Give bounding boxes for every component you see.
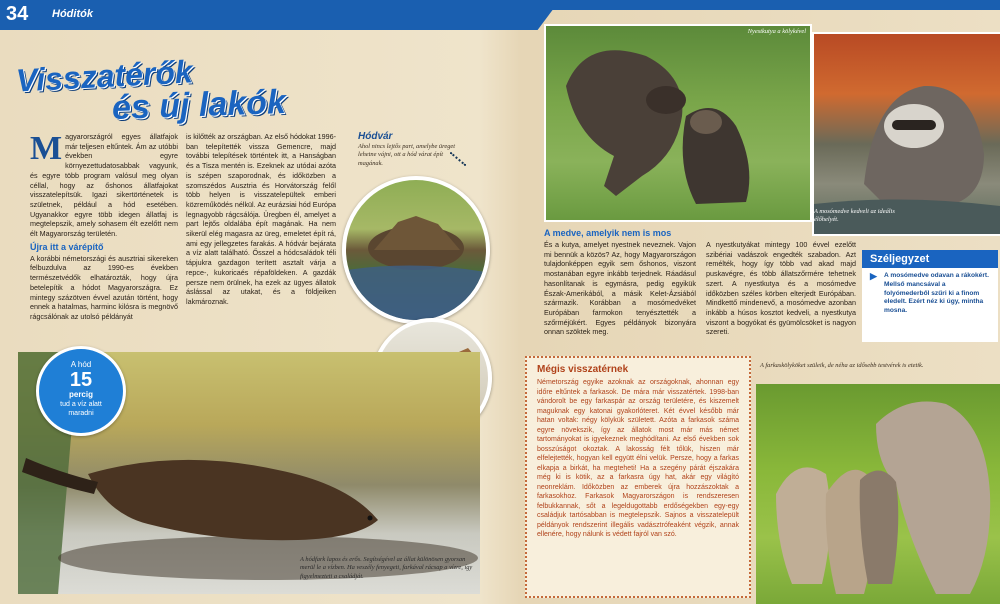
medve-text-1: És a kutya, amelyet nyestnek neveznek. Vajon mi bennük a közös? Az, hogy Magyarországon tulajdonképpen egyik sem őshonos, viszont mostanában egyre inkább terjednek. Ráadásul hasonlítanak is egymásra, pedig egyikük Észak-Amerikából, a másik Kelet-Ázsiából származik. Korábban a mosómedvéket Európában farmokon tenyésztették a szőrméjükért. Egyes példányok bizonyára onnan szöktek meg.: [544, 240, 696, 337]
medve-text-2: A nyestkutyákat mintegy 100 évvel ezelőtt szibériai vadászok engedték szabadon. Azt remélték, hogy így több vad akad majd puskavégre, és több állatszőrmére tehetnek szert. A nyestkutya és a mosómedve időközben széles körben elterjedt Európában. Mindkettő mindenevő, a mosómedve azonban inkább a húsos kosztot kedveli, a nyestkutya viszont a bogyókat és gyümölcsöket is nagyon szereti.: [706, 240, 856, 337]
wolf-family-photo: [756, 384, 1000, 604]
wolves-box: [525, 356, 751, 598]
medve-title: A medve, amelyik nem is mos: [544, 228, 672, 238]
badge-number: 15: [69, 369, 93, 391]
wolves-title: Mégis visszatérnek: [537, 364, 629, 375]
subheading-varepito: Újra itt a várépítő: [30, 241, 104, 252]
side-note-box: [862, 250, 998, 342]
hodvar-title: Hódvár: [358, 131, 393, 142]
medve-column-1: [544, 228, 696, 337]
badge-line2: tud a víz alatt maradni: [60, 401, 102, 417]
headline-line2: és új lakók: [111, 82, 287, 128]
badge-unit: percig: [68, 390, 93, 399]
beaver-caption: A hódfark lapos és erős. Segítségével az állat különösen gyorsan merül le a vízben. Ha veszély fenyegeti, farkával rácsap a vízre, így figyelmezteti a családját.: [300, 556, 473, 580]
section-label: Hóditók: [52, 8, 93, 20]
headline-line1: Visszatérők: [15, 53, 194, 99]
drop-cap: M: [30, 130, 63, 167]
intro-text-1: agyarországról egyes állatfajok már teljesen eltűntek. Ám az utóbbi években egyre környezettudatosabbak vagyunk, és egyre több program valósul meg olyan céllal, hogy az őshonos állatfajokat visszatelepítsük. Igazi sikertörténetek is születnek, például a hód esetében. Ugyanakkor egyre több idegen állatfaj is megtelepszik, amely sohasem élt ezelőtt nem élt Magyarország területén.: [30, 132, 178, 239]
raccoon-caption: A mosómedve kedveli az ideális élőhelyét.: [814, 208, 895, 224]
wolf-caption: A farkaskölyköket szüleik, de néha az idősebb testvérek is etetik.: [760, 362, 924, 369]
intro-text-1b: A korábbi németországi és ausztriai sikereken felbuzdulva az 1990-es években természetvédők elhatározták, hogy újra betelepítik a hódot Magyarországra. Ez mintegy százötven évvel azután történt, hogy ennek a hatalmas, harminc kilósra is megnövő rágcsálónak az utolsó példányát: [30, 253, 178, 321]
medve-column-2: [706, 240, 856, 337]
wolves-text: Németország egyike azoknak az országoknak, ahonnan egy időre eltűntek a farkasok. De mára már visszatértek. 1998-ban vándorolt be egy farkaspár az ország területére, és kiszemelt maguknak egy katonai gyakorlóteret. Két évvel később már hatan voltak: négy kölykük született. Azóta a farkasok száma egyre növekszik, így az állatok most már más német tartományokat is igyekeznek meghódítani. Az első években sok bosszúságot okoztak. A lakosság félt tőlük, hiszen már elfelejtették, hogyan kell együtt élni velük. Persze, hogy a farkas elkapja a birkát, ha megteheti! Ha a szegény párát éjszakára még ki is kötik, az a farkasra úgy hat, akár egy világító neonreklám. Időközben az emberek újra hozzászoktak a farkasokhoz. Farkasok Magyarországon is rendszeresen felbukkannak, sőt a legeldugottabb erdőségekben egy-egy családjuk tartósabban is megtelepszik. Sajnos a visszatelepült példányok rendszerint illegális vadásztrófeaként végzik, annak ellenére, hogy nálunk is védett fajról van szó.: [537, 379, 739, 538]
dive-time-badge: [36, 346, 126, 436]
header-band-right: [540, 0, 1000, 10]
page-number: 34: [6, 3, 29, 25]
hodvar-caption: Ahol nincs lejtős part, amelybe üreget lehetne vájni, ott a hód várat épít magának.: [358, 143, 456, 167]
side-note-text-wrap: [870, 271, 992, 316]
intro-column-1: [30, 132, 178, 322]
badge-line1: A hód: [70, 360, 92, 369]
intro-column-2: [186, 132, 336, 307]
raccoon-photo: [812, 32, 1000, 236]
intro-text-2: is kilőtték az országban. Az első hódokat 1996-ban telepítették vissza Gemencre, majd további telepítések történtek itt, a Hanságban és a Tisza mentén is. Ezeknek az utódai azóta is szépen szaporodnak, és időközben a szomszédos Ausztria és Horvátország felől több helyen is visszatelepültek emberi közreműködés nélkül. Az eurázsiai hód Európa legnagyobb rágcsálója. Üregben él, amelyet a part lejtős oldalába épít magának. Ha nem sikerül elég magasra az üreg, emeletet épít rá, ami egy jellegzetes farakás. A hódvár bejárata a víz alatt található. Ősszel a hódcsaládok téli tápjukra gazdagon terített asztalt várja a repce-, kukoricaés répaföldeken. A gazdák persze nem örülnek, ha ezek az ügyes állatok áslással az utakat, és a földjeiken lakmároznak.: [186, 132, 336, 306]
beaver-lodge-photo: [342, 176, 490, 324]
raccoon-dog-caption: Nyestkutya a kölykével: [747, 28, 806, 35]
top-bar: [0, 0, 1000, 30]
raccoon-dog-photo: [544, 24, 812, 222]
side-note-title: Széljegyzet: [862, 250, 998, 268]
side-note-text: A mosómedve odavan a rákokért. Mellső mancsával a folyómederből szűri ki a finom eledelt. Ezért néz ki úgy, mintha mosna.: [884, 272, 989, 315]
play-arrow-icon: ▶: [870, 271, 877, 281]
